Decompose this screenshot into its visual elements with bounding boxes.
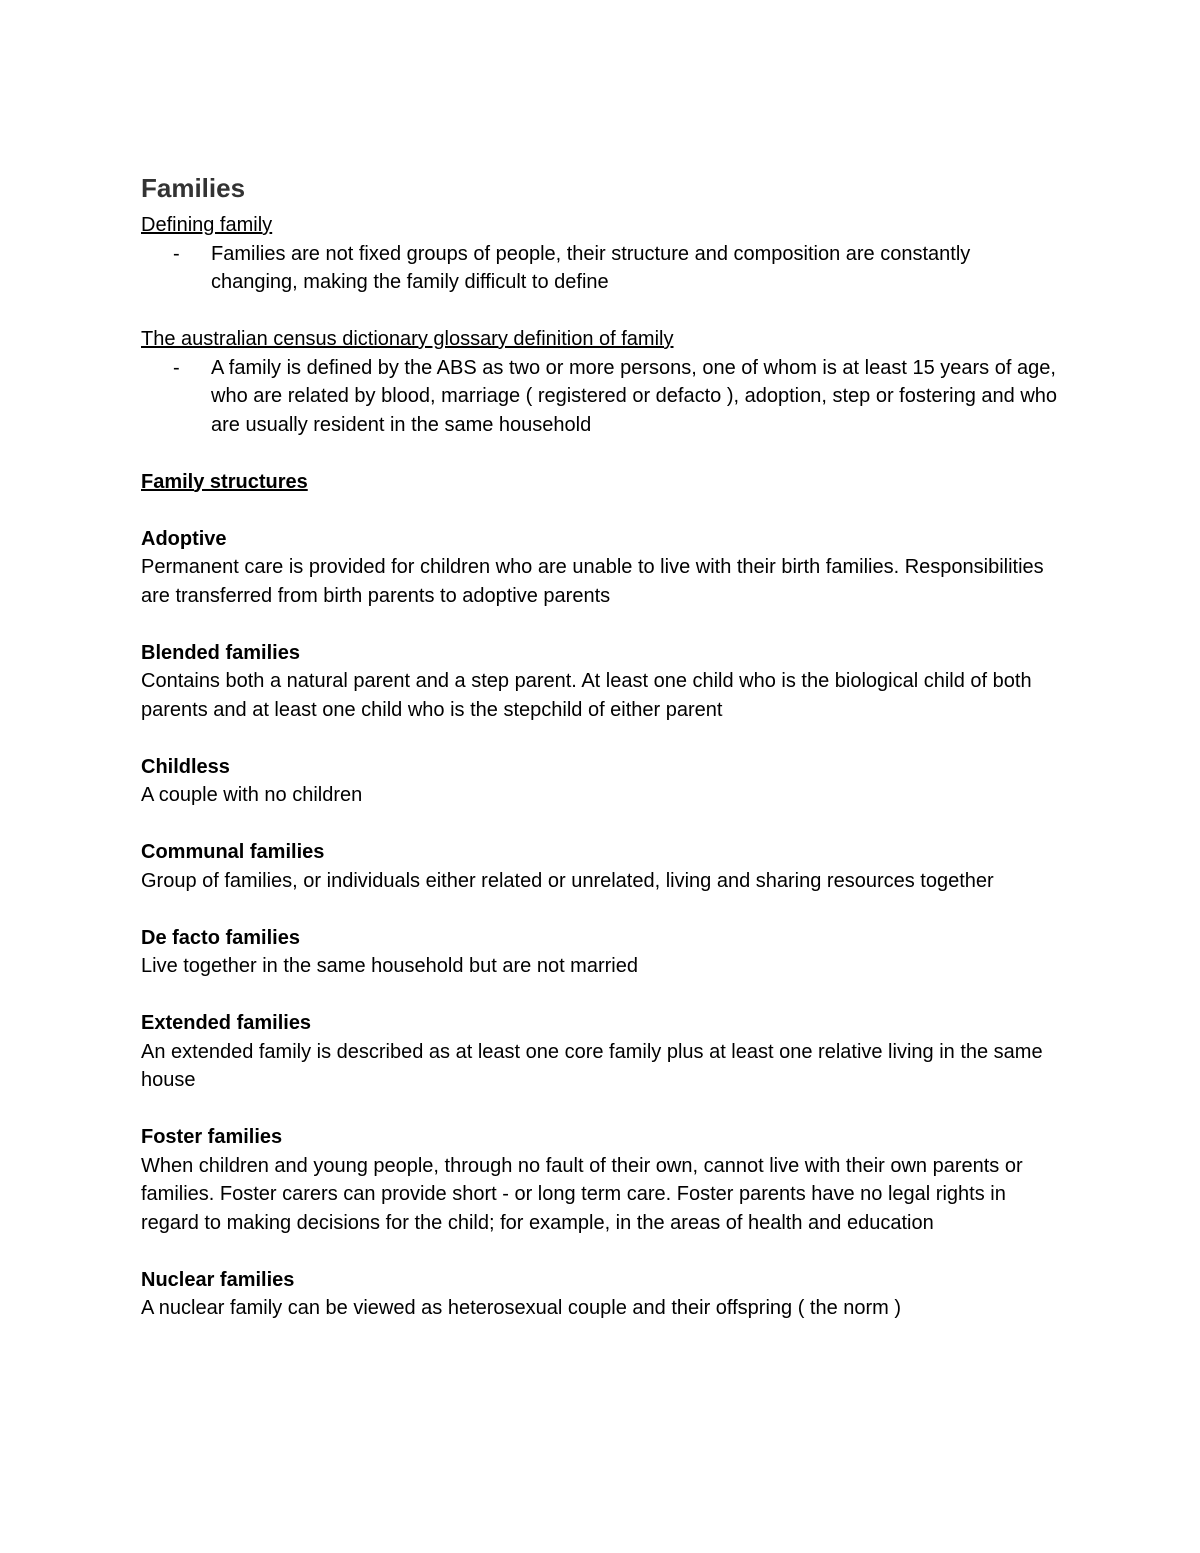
- structure-title: Nuclear families: [141, 1268, 295, 1291]
- defining-family-list: [141, 240, 1061, 297]
- structure-title: Extended families: [141, 1012, 312, 1034]
- structure-description: Contains both a natural parent and a step parent. At least one child who is the biological child of both parents and at least one child who is the stepchild of either parent: [141, 670, 1032, 721]
- bullet-dash: -: [173, 356, 180, 379]
- structure-description: A nuclear family can be viewed as heterosexual couple and their offspring ( the norm ): [141, 1297, 902, 1319]
- structure-title: Blended families: [141, 641, 300, 664]
- structure-foster: [141, 1123, 1061, 1237]
- page-title: Families: [141, 173, 246, 203]
- structure-title: Childless: [141, 755, 230, 778]
- spacer: [141, 439, 1061, 468]
- structure-title: De facto families: [141, 926, 300, 949]
- structure-title: Communal families: [141, 841, 325, 863]
- structure-title: Adoptive: [141, 527, 227, 550]
- structure-description: Group of families, or individuals either related or unrelated, living and sharing resources together: [141, 869, 994, 892]
- structure-description: A couple with no children: [141, 784, 363, 806]
- structure-de-facto: [141, 924, 1061, 981]
- structure-nuclear: [141, 1266, 1061, 1323]
- structure-childless: [141, 753, 1061, 810]
- structure-communal: [141, 838, 1061, 895]
- defining-family-heading: Defining family: [141, 214, 273, 236]
- structure-title: Foster families: [141, 1126, 283, 1148]
- structure-blended: [141, 639, 1061, 725]
- census-definition-heading: The australian census dictionary glossary definition of family: [141, 328, 674, 350]
- structure-adoptive: [141, 525, 1061, 611]
- document-page: [141, 171, 1061, 1323]
- family-structures-heading: Family structures: [141, 470, 308, 493]
- spacer: [141, 297, 1061, 326]
- family-structures-list: [141, 525, 1061, 1323]
- structure-description: Live together in the same household but are not married: [141, 955, 638, 977]
- list-item: [141, 240, 1061, 297]
- structure-description: An extended family is described as at least one core family plus at least one relative living in the same house: [141, 1040, 1043, 1091]
- structure-description: Permanent care is provided for children who are unable to live with their birth families. Responsibilities are transferred from birth parents to adoptive parents: [141, 556, 1044, 607]
- bullet-dash: -: [173, 242, 180, 265]
- census-definition-list: [141, 354, 1061, 440]
- census-definition-text: A family is defined by the ABS as two or more persons, one of whom is at least 15 years of age, who are related by blood, marriage ( registered or defacto ), adoption, step or fostering and who are usually resident in the same household: [211, 356, 1058, 436]
- structure-description: When children and young people, through no fault of their own, cannot live with their own parents or families. Foster carers can provide short - or long term care. Foster parents have no legal rights in regard to making decisions for the child; for example, in the areas of health and education: [141, 1154, 1023, 1234]
- list-item: [141, 354, 1061, 440]
- structure-extended: [141, 1009, 1061, 1095]
- defining-family-text: Families are not fixed groups of people, their structure and composition are constantly changing, making the family difficult to define: [211, 242, 971, 293]
